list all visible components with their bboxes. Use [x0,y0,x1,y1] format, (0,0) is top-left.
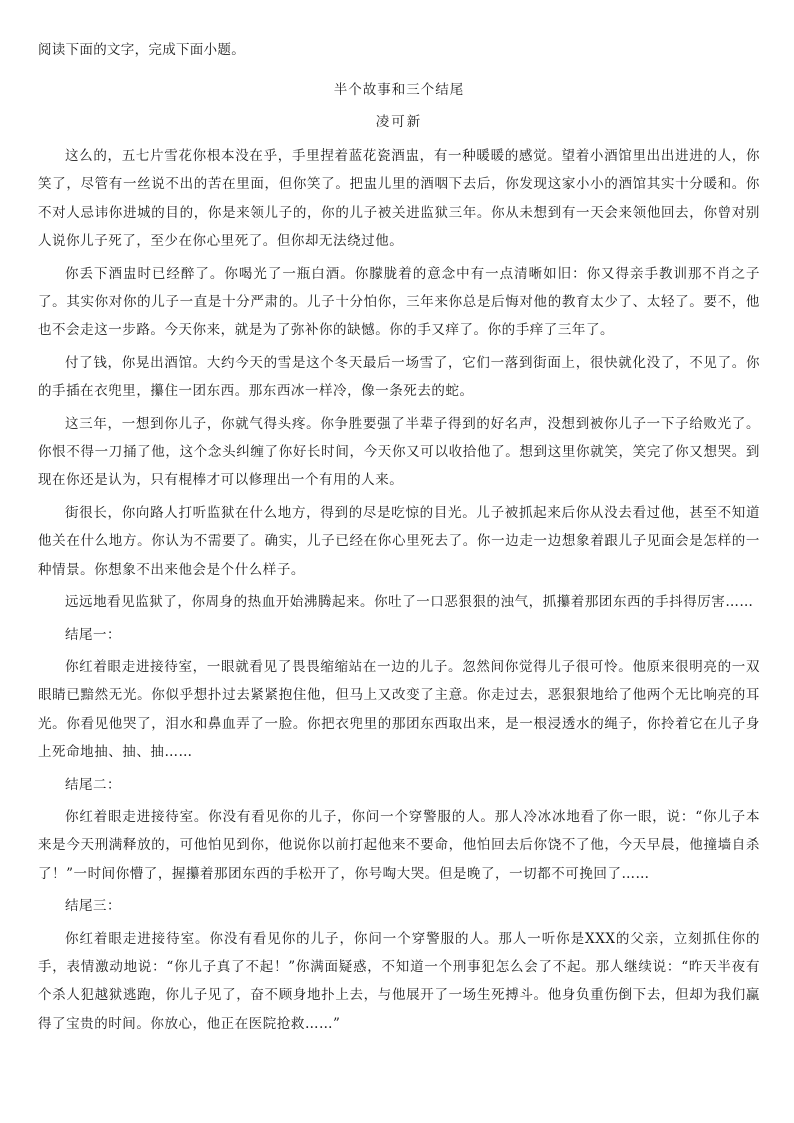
ending-1-text: 你红着眼走进接待室，一眼就看见了畏畏缩缩站在一边的儿子。忽然间你觉得儿子很可怜。他原来很明亮的一双眼睛已黯然无光。你似乎想扑过去紧紧抱住他，但马上又改变了主意。你走过去，恶狠狠地给了他两个无比响亮的耳光。你看见他哭了，泪水和鼻血弄了一脸。你把衣兜里的那团东西取出来，是一根浸透水的绳子，你拎着它在儿子身上死命地抽、抽、抽…… [38,658,760,761]
story-author: 凌可新 [375,114,423,130]
story-paragraph-4: 这三年，一想到你儿子，你就气得头疼。你争胜要强了半辈子得到的好名声，没想到被你儿子一下子给败光了。你恨不得一刀捅了他，这个念头纠缠了你好长时间，今天你又可以收拾他了。想到这里你就笑，笑完了你又想哭。到现在你还是认为，只有棍棒才可以修理出一个有用的人来。 [38,415,760,489]
story-paragraph-5: 街很长，你向路人打听监狱在什么地方，得到的尽是吃惊的目光。儿子被抓起来后你从没去看过他，甚至不知道他关在什么地方。你认为不需要了。确实，儿子已经在你心里死去了。你一边走一边想象着跟儿子见面会是怎样的一种情景。你想象不出来他会是个什么样子。 [38,504,760,578]
instruction-text: 阅读下面的文字，完成下面小题。 [38,42,245,58]
ending-3-text: 你红着眼走进接待室。你没有看见你的儿子，你问一个穿警服的人。那人一听你是XXX的父亲，立刻抓住你的手，表情激动地说：“你儿子真了不起！”你满面疑惑，不知道一个刑事犯怎么会了不起。那人继续说：“昨天半夜有个杀人犯越狱逃跑，你儿子见了，奋不顾身地扑上去，与他展开了一场生死搏斗。他身负重伤倒下去，但却为我们赢得了宝贵的时间。你放心，他正在医院抢救……” [38,930,760,1032]
story-paragraph-2: 你丢下酒盅时已经醉了。你喝光了一瓶白酒。你朦胧着的意念中有一点清晰如旧：你又得亲手教训那不肖之子了。其实你对你的儿子一直是十分严肃的。儿子十分怕你，三年来你总是后悔对他的教育太少了、太轻了。要不，他也不会走这一步路。今天你来，就是为了弥补你的缺憾。你的手又痒了。你的手痒了三年了。 [38,265,760,339]
story-title: 半个故事和三个结尾 [333,82,465,98]
story-paragraph-3: 付了钱，你晃出酒馆。大约今天的雪是这个冬天最后一场雪了，它们一落到街面上，很快就化没了，不见了。你的手插在衣兜里，攥住一团东西。那东西冰一样冷，像一条死去的蛇。 [38,354,760,400]
ending-2-text: 你红着眼走进接待室。你没有看见你的儿子，你问一个穿警服的人。那人冷冰冰地看了你一眼，说：“你儿子本来是今天刑满释放的，可他怕见到你，他说你以前打起他来不要命，他怕回去后你饶不了他，今天早晨，他撞墙自杀了！”一时间你懵了，握攥着那团东西的手松开了，你号啕大哭。但是晚了，一切都不可挽回了…… [38,808,760,882]
ending-1-label: 结尾一： [65,626,121,643]
story-paragraph-6: 远远地看见监狱了，你周身的热血开始沸腾起来。你吐了一口恶狠狠的浊气，抓攥着那团东西的手抖得厉害…… [65,594,754,611]
ending-2-label: 结尾二： [65,776,121,793]
ending-3-label: 结尾三： [65,898,121,915]
document-page [38,40,760,1038]
story-paragraph-1: 这么的，五七片雪花你根本没在乎，手里捏着蓝花瓷酒盅，有一种暖暖的感觉。望着小酒馆里出出进进的人，你笑了，尽管有一丝说不出的苦在里面，但你笑了。把盅儿里的酒咽下去后，你发现这家小小的酒馆其实十分暖和。你不对人忌讳你进城的目的，你是来领儿子的，你的儿子被关进监狱三年。你从未想到有一天会来领他回去，你曾对别人说你儿子死了，至少在你心里死了。但你却无法绕过他。 [38,148,760,250]
